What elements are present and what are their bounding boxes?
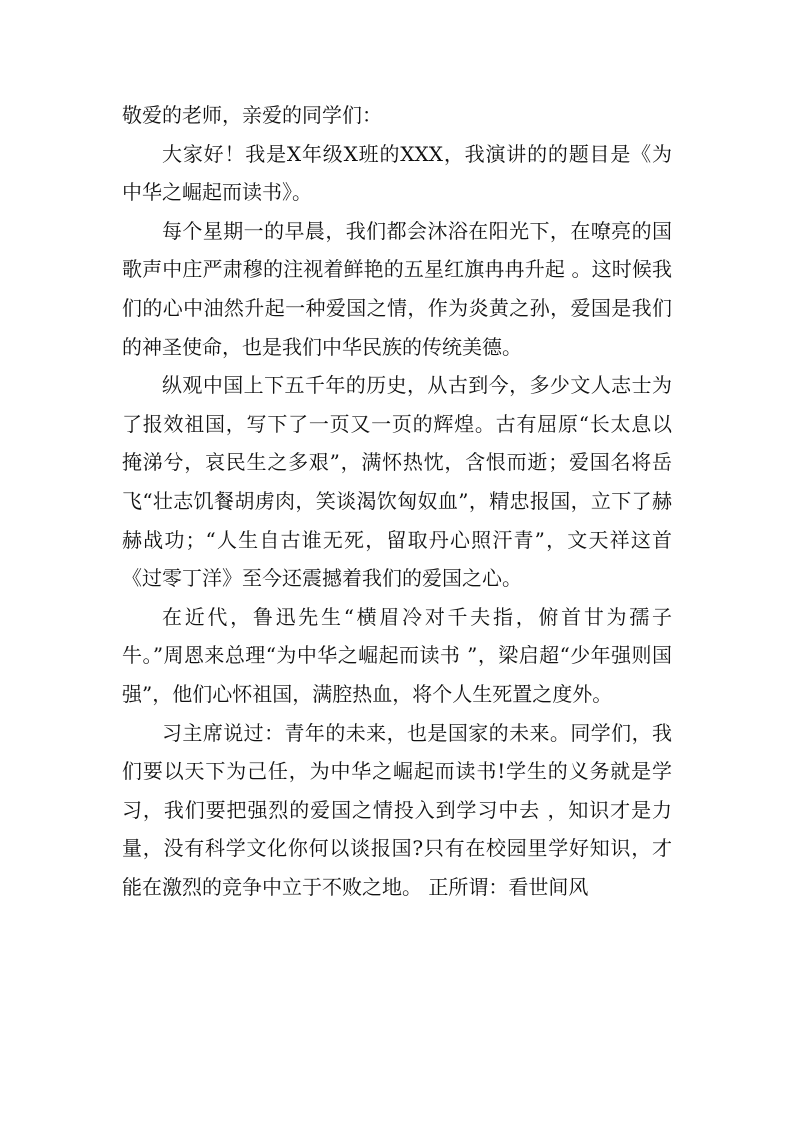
- paragraph-introduction: 大家好！我是X年级X班的XXX，我演讲的的题目是《为中华之崛起而读书》。: [122, 141, 672, 205]
- paragraph-history: 纵观中国上下五千年的历史，从古到今，多少文人志士为了报效祖国，写下了一页又一页的辉煌。古有屈原“长太息以掩涕兮，哀民生之多艰”，满怀热忱，含恨而逝；爱国名将岳飞“壮志饥餐胡虏肉，笑谈渴饮匈奴血”，精忠报国，立下了赫赫战功；“人生自古谁无死，留取丹心照汗青”，文天祥这首《过零丁洋》至今还震撼着我们的爱国之心。: [122, 373, 672, 591]
- salutation: 敬爱的老师，亲爱的同学们：: [122, 103, 382, 127]
- paragraph-modern-era: 在近代，鲁迅先生“横眉冷对千夫指，俯首甘为孺子牛。”周恩来总理“为中华之崛起而读书 ”，梁启超“少年强则国强”，他们心怀祖国，满腔热血，将个人生死置之度外。: [122, 604, 672, 706]
- paragraph-call-to-action: 习主席说过：青年的未来，也是国家的未来。同学们，我们要以天下为己任，为中华之崛起而读书!学生的义务就是学习，我们要把强烈的爱国之情投入到学习中去 ，知识才是力量，没有科学文化你何以谈报国?只有在校园里学好知识，才能在激烈的竞争中立于不败之地。 正所谓：看世间风: [122, 720, 672, 899]
- paragraph-flag-raising: 每个星期一的早晨，我们都会沐浴在阳光下，在嘹亮的国歌声中庄严肃穆的注视着鲜艳的五星红旗冉冉升起 。这时候我们的心中油然升起一种爱国之情，作为炎黄之孙，爱国是我们的神圣使命，也是我们中华民族的传统美德。: [122, 218, 672, 359]
- speech-body: [122, 96, 672, 906]
